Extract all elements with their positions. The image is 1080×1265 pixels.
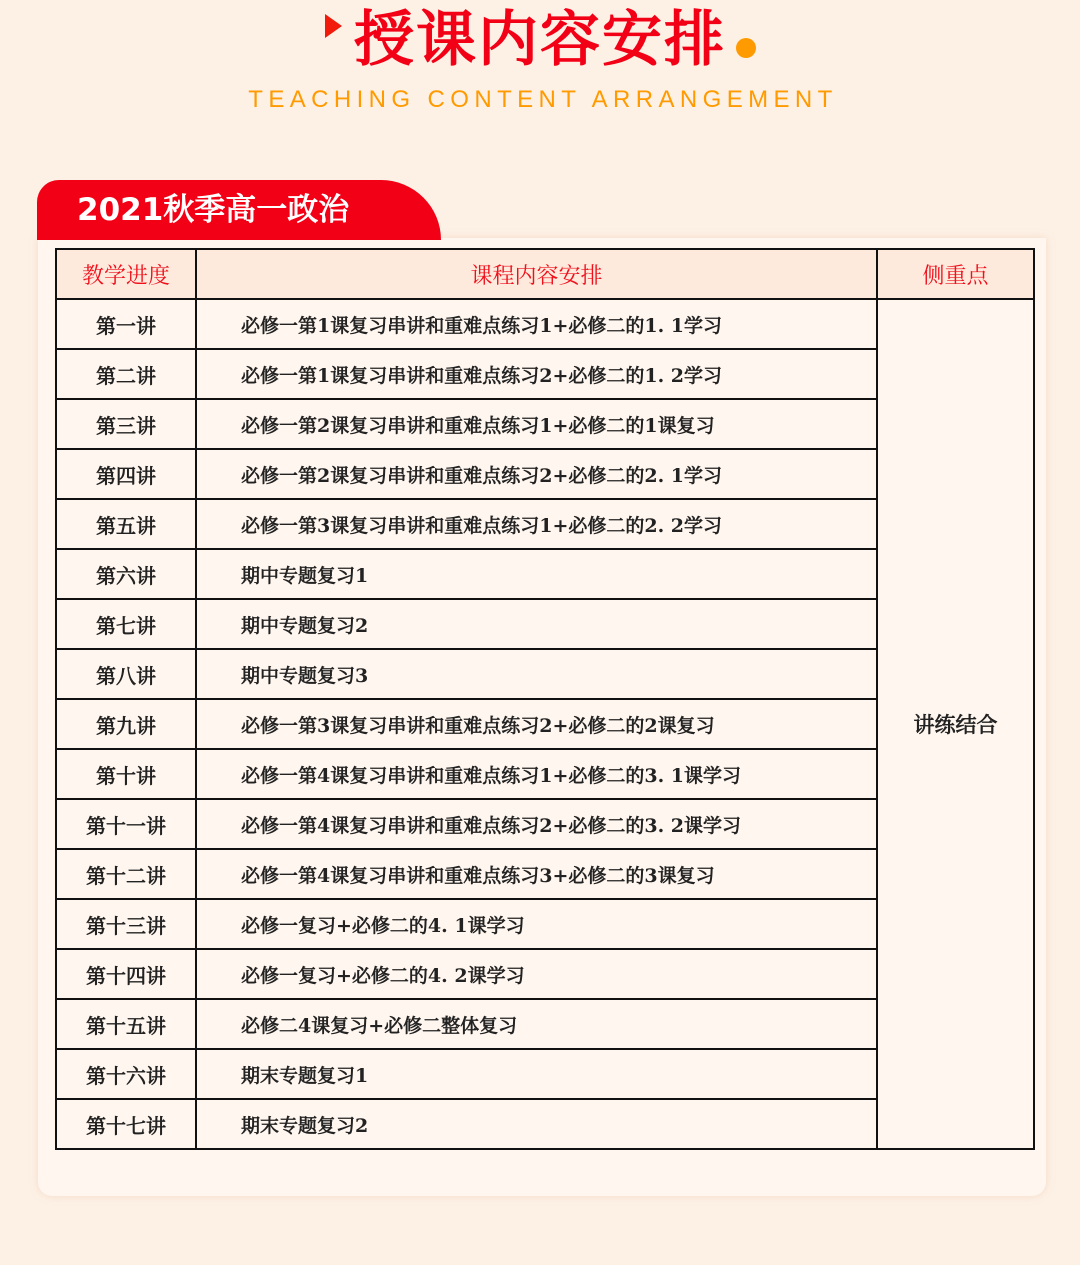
lecture-content: 期中专题复习2: [196, 599, 877, 649]
lecture-content: 期末专题复习1: [196, 1049, 877, 1099]
lecture-content: 必修一第1课复习串讲和重难点练习2+必修二的1. 2学习: [196, 349, 877, 399]
lecture-content: 必修二4课复习+必修二整体复习: [196, 999, 877, 1049]
lecture-number: 第七讲: [56, 599, 196, 649]
lecture-number: 第八讲: [56, 649, 196, 699]
lecture-number: 第三讲: [56, 399, 196, 449]
lecture-number: 第十一讲: [56, 799, 196, 849]
lecture-number: 第十六讲: [56, 1049, 196, 1099]
lecture-number: 第十讲: [56, 749, 196, 799]
col-progress: 教学进度: [56, 249, 196, 299]
lecture-content: 期中专题复习1: [196, 549, 877, 599]
col-content: 课程内容安排: [196, 249, 877, 299]
table-row: [56, 299, 1034, 349]
lecture-number: 第十三讲: [56, 899, 196, 949]
lecture-number: 第十七讲: [56, 1099, 196, 1149]
lecture-content: 必修一复习+必修二的4. 2课学习: [196, 949, 877, 999]
lecture-content: 期中专题复习3: [196, 649, 877, 699]
lecture-number: 第六讲: [56, 549, 196, 599]
lecture-content: 必修一第2课复习串讲和重难点练习1+必修二的1课复习: [196, 399, 877, 449]
lecture-content: 必修一第2课复习串讲和重难点练习2+必修二的2. 1学习: [196, 449, 877, 499]
col-focus: 侧重点: [877, 249, 1034, 299]
lecture-content: 必修一第4课复习串讲和重难点练习2+必修二的3. 2课学习: [196, 799, 877, 849]
lecture-number: 第十五讲: [56, 999, 196, 1049]
lecture-content: 必修一第3课复习串讲和重难点练习2+必修二的2课复习: [196, 699, 877, 749]
lecture-number: 第五讲: [56, 499, 196, 549]
course-tab: 2021秋季高一政治: [37, 180, 441, 240]
lecture-number: 第九讲: [56, 699, 196, 749]
lecture-number: 第一讲: [56, 299, 196, 349]
focus-cell: 讲练结合: [877, 299, 1034, 1149]
lecture-number: 第十四讲: [56, 949, 196, 999]
lecture-content: 必修一第4课复习串讲和重难点练习3+必修二的3课复习: [196, 849, 877, 899]
table-header: [56, 249, 1034, 299]
lecture-number: 第二讲: [56, 349, 196, 399]
page-subtitle: TEACHING CONTENT ARRANGEMENT: [248, 86, 838, 113]
lecture-content: 必修一第1课复习串讲和重难点练习1+必修二的1. 1学习: [196, 299, 877, 349]
lecture-content: 必修一第4课复习串讲和重难点练习1+必修二的3. 1课学习: [196, 749, 877, 799]
lecture-content: 期末专题复习2: [196, 1099, 877, 1149]
lecture-content: 必修一第3课复习串讲和重难点练习1+必修二的2. 2学习: [196, 499, 877, 549]
dot-icon: [736, 38, 756, 58]
schedule-table: [55, 248, 1035, 1150]
page-title: 授课内容安排: [354, 5, 726, 75]
lecture-number: 第四讲: [56, 449, 196, 499]
lecture-content: 必修一复习+必修二的4. 1课学习: [196, 899, 877, 949]
lecture-number: 第十二讲: [56, 849, 196, 899]
